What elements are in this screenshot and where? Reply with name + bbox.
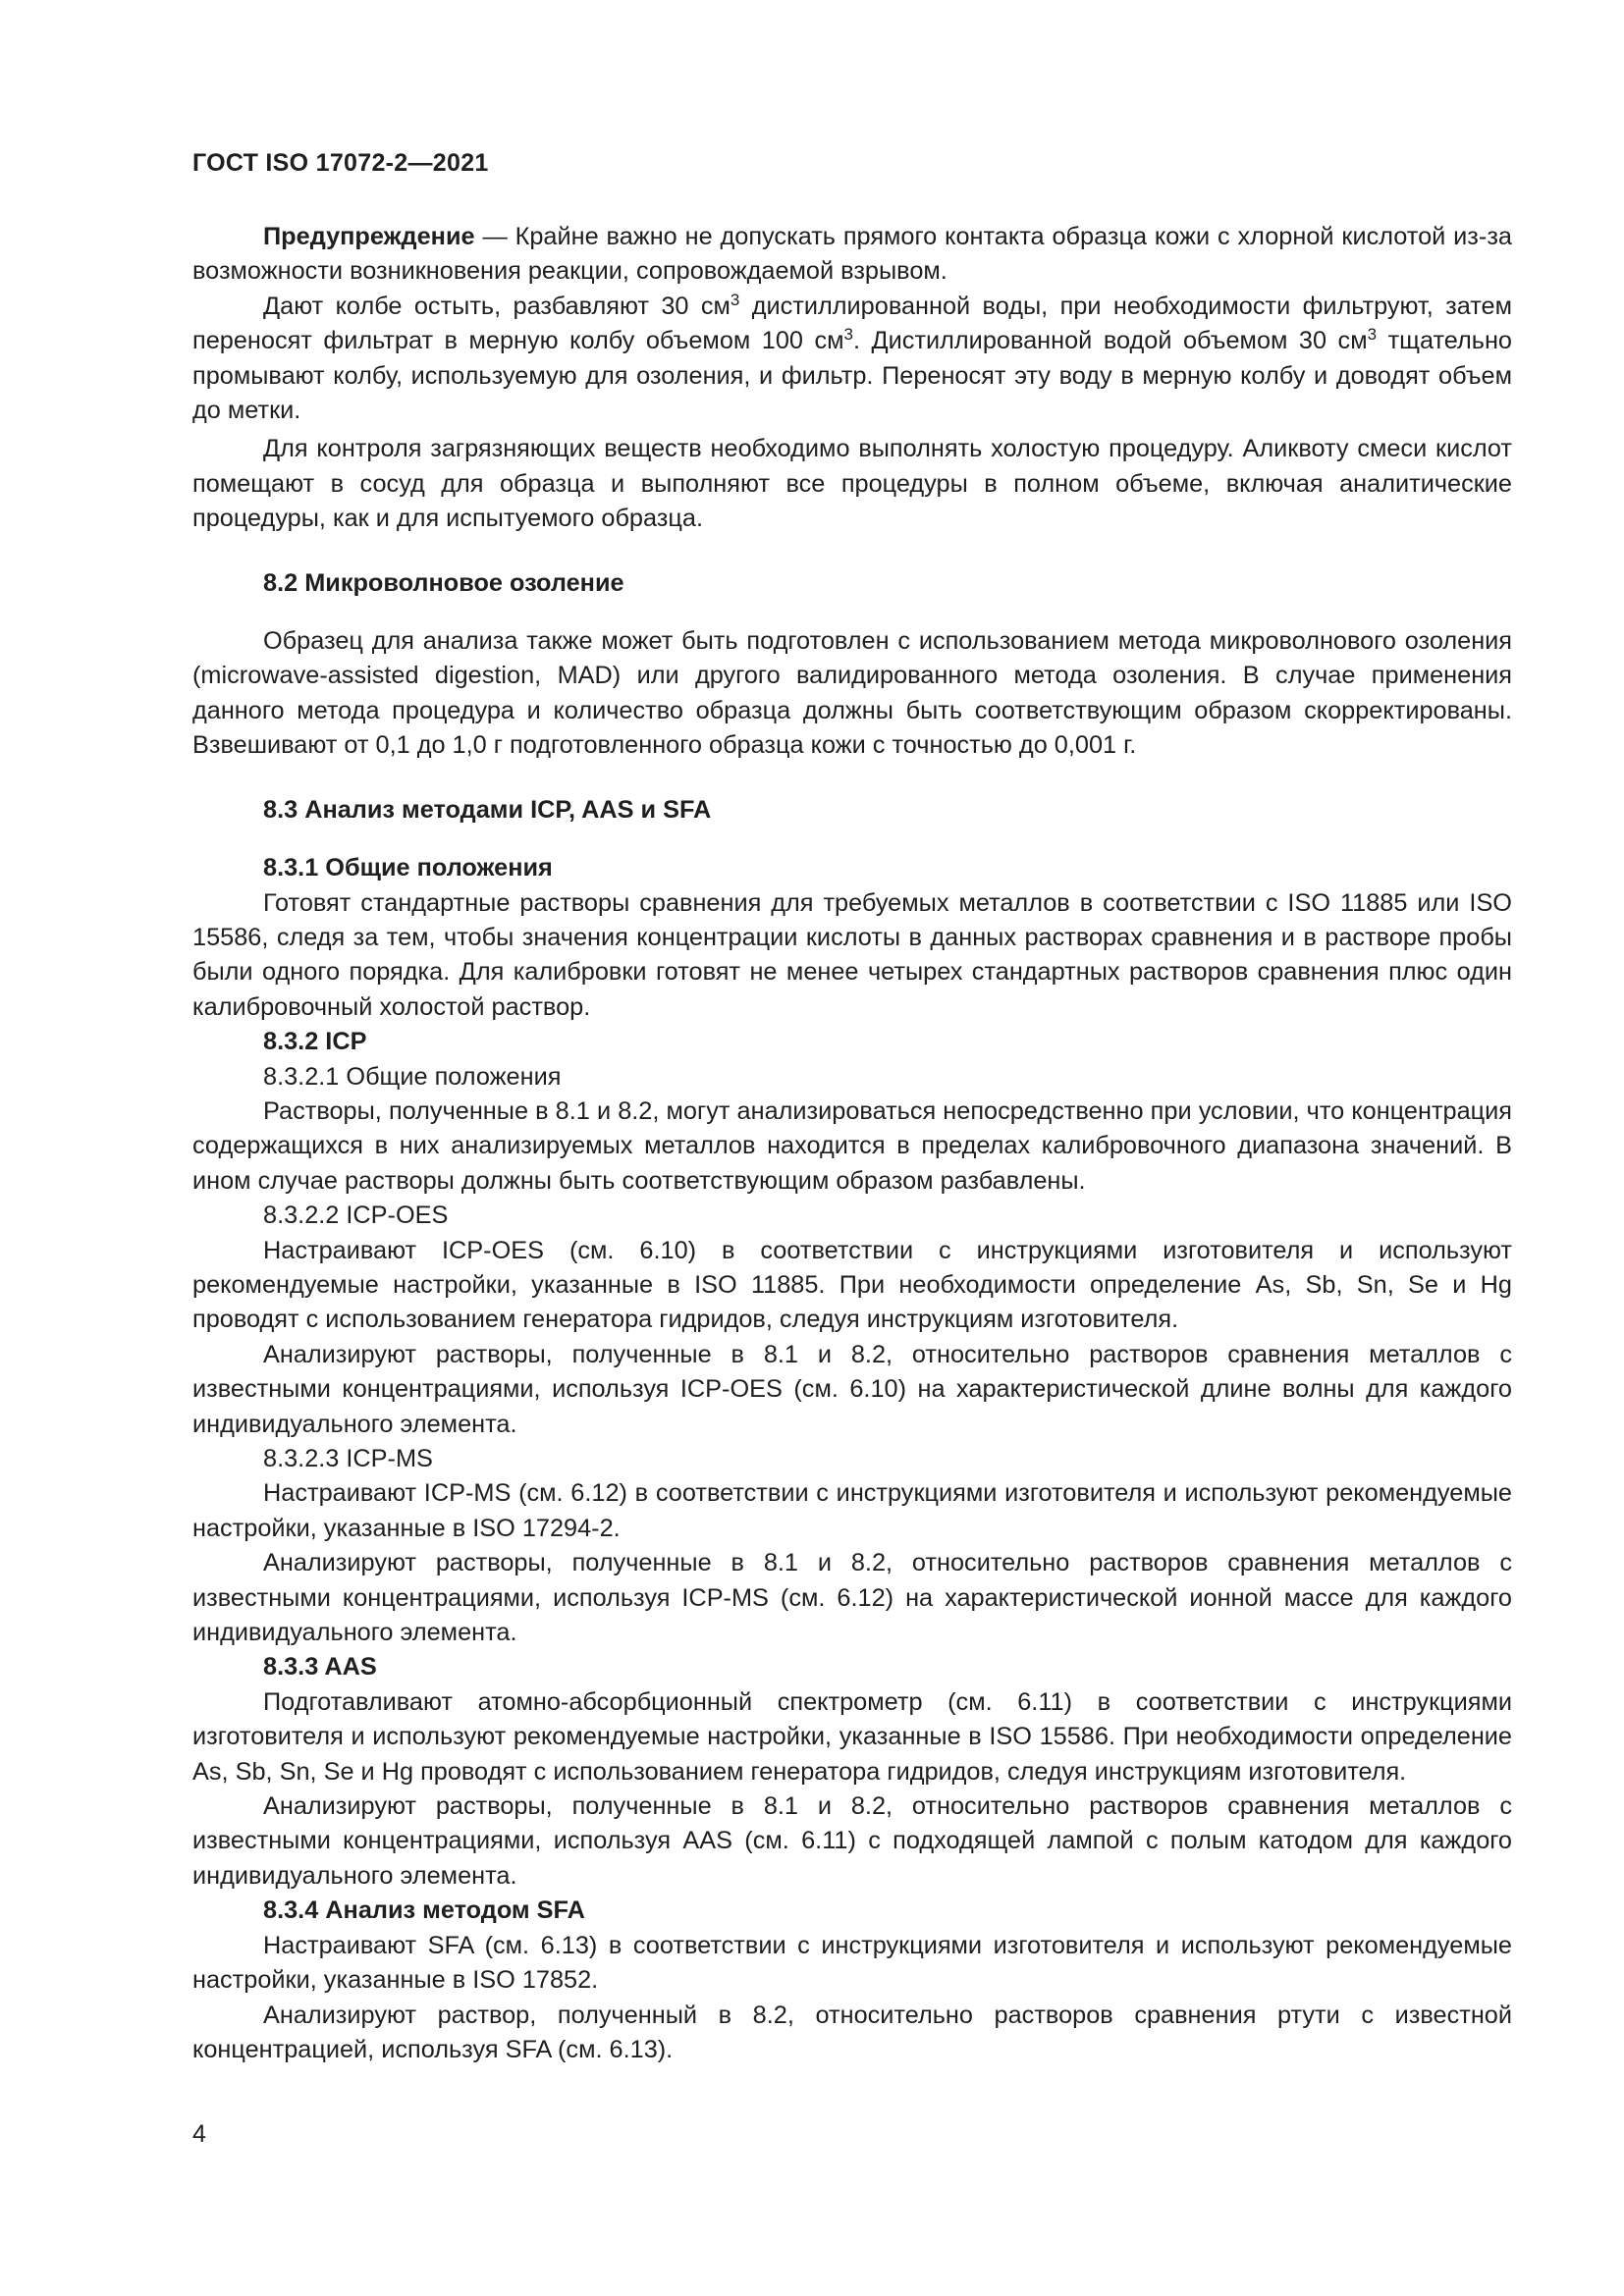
cooling-text-a: Дают колбе остыть, разбавляют 30 см [263,292,731,320]
section-8-3-2-heading: 8.3.2 ICP [263,1028,367,1056]
warning-paragraph [192,220,1512,290]
cooling-text-b: дистиллированной воды, при необходимости фильтруют, затем переносят фильтрат в мерную колбу объемом 100 см [192,292,1512,355]
section-8-3-2-2-heading: 8.3.2.2 ICP-OES [263,1201,449,1230]
section-8-3-3-heading: 8.3.3 AAS [263,1653,377,1682]
blank-procedure-paragraph: Для контроля загрязняющих веществ необходимо выполнять холостую процедуру. Аликвоту смеси кислот помещают в сосуд для образца и выполняют все процедуры в полном объеме, включая аналитические процедуры, как и для испытуемого образца. [192,435,1512,533]
section-8-3-4-heading: 8.3.4 Анализ методом SFA [263,1896,585,1925]
superscript-3: 3 [730,290,740,309]
document-body [192,220,1512,2067]
section-8-3-heading: 8.3 Анализ методами ICP, AAS и SFA [263,795,712,824]
cooling-paragraph [192,290,1512,429]
warning-label: Предупреждение [263,223,475,250]
section-8-3-1-heading: 8.3.1 Общие положения [263,854,553,882]
section-8-3-2-1-paragraph: Растворы, полученные в 8.1 и 8.2, могут анализироваться непосредственно при условии, что концентрация содержащихся в них анализируемых металлов находится в пределах калибровочного диапазона значений. В ином случае растворы должны быть соответствующим образом разбавлены. [192,1096,1512,1195]
superscript-3: 3 [843,325,853,345]
section-8-3-2-3-paragraph-1: Настраивают ICP-MS (см. 6.12) в соответствии с инструкциями изготовителя и используют рекомендуемые настройки, указанные в ISO 17294-2. [192,1479,1512,1542]
cooling-text-c: . Дистиллированной водой объемом 30 см [853,327,1368,355]
section-8-3-4-paragraph-2: Анализируют раствор, полученный в 8.2, относительно растворов сравнения ртути с известной концентрацией, используя SFA (см. 6.13). [192,2001,1512,2063]
document-header: ГОСТ ISO 17072-2—2021 [192,149,489,177]
section-8-3-1-paragraph: Готовят стандартные растворы сравнения для требуемых металлов в соответствии с ISO 11885 или ISO 15586, следя за тем, чтобы значения концентрации кислоты в данных растворах сравнения и в растворе пробы были одного порядка. Для калибровки готовят не менее четырех стандартных растворов сравнения плюс один калибровочный холостой раствор. [192,888,1512,1021]
warning-text: — Крайне важно не допускать прямого контакта образца кожи с хлорной кислотой из-за возможности возникновения реакции, сопровождаемой взрывом. [192,223,1512,286]
section-8-3-2-3-paragraph-2: Анализируют растворы, полученные в 8.1 и 8.2, относительно растворов сравнения металлов с известными концентрациями, используя ICP-MS (см. 6.12) на характеристической ионной массе для каждого индивидуального элемента. [192,1549,1512,1647]
section-8-3-3-paragraph-1: Подготавливают атомно-абсорбционный спектрометр (см. 6.11) в соответствии с инструкциями изготовителя и используют рекомендуемые настройки, указанные в ISO 15586. При необходимости определение As, Sb, Sn, Se и Hg проводят с использованием генератора гидридов, следуя инструкциям изготовителя. [192,1687,1512,1786]
section-8-3-4-paragraph-1: Настраивают SFA (см. 6.13) в соответствии с инструкциями изготовителя и используют рекомендуемые настройки, указанные в ISO 17852. [192,1931,1512,1995]
section-8-3-2-2-paragraph-1: Настраивают ICP-OES (см. 6.10) в соответствии с инструкциями изготовителя и используют рекомендуемые настройки, указанные в ISO 11885. При необходимости определение As, Sb, Sn, Se и Hg проводят с использованием генератора гидридов, следуя инструкциям изготовителя. [192,1236,1512,1334]
section-8-3-2-3-heading: 8.3.2.3 ICP-MS [263,1445,433,1472]
section-8-3-2-2-paragraph-2: Анализируют растворы, полученные в 8.1 и 8.2, относительно растворов сравнения металлов с известными концентрациями, используя ICP-OES (см. 6.10) на характеристической длине волны для каждого индивидуального элемента. [192,1340,1512,1438]
section-8-3-3-paragraph-2: Анализируют растворы, полученные в 8.1 и 8.2, относительно растворов сравнения металлов с известными концентрациями, используя AAS (см. 6.11) с подходящей лампой с полым катодом для каждого индивидуального элемента. [192,1792,1512,1890]
section-8-2-heading: 8.2 Микроволновое озоление [263,568,624,597]
page-number: 4 [192,2120,206,2148]
superscript-3: 3 [1367,325,1378,345]
section-8-3-2-1-heading: 8.3.2.1 Общие положения [263,1062,562,1091]
cooling-text-d: тщательно промывают колбу, используемую для озоления, и фильтр. Переносят эту воду в мерную колбу и доводят объем до метки. [192,327,1512,425]
section-8-2-paragraph: Образец для анализа также может быть подготовлен с использованием метода микроволнового озоления (microwave-assisted digestion, MAD) или другого валидированного метода озоления. В случае применения данного метода процедура и количество образца должны быть соответствующим образом скорректированы. Взвешивают от 0,1 до 1,0 г подготовленного образца кожи с точностью до 0,001 г. [192,627,1512,760]
